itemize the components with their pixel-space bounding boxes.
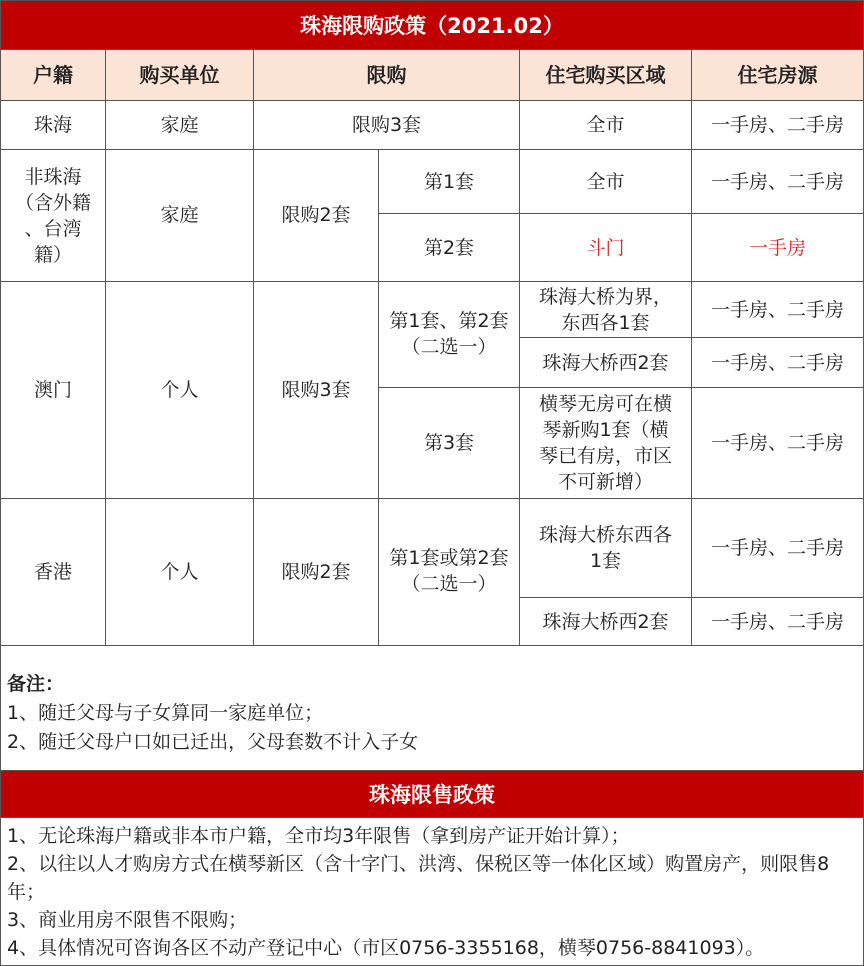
macau-source-3: 一手房、二手房 (692, 388, 864, 499)
header-area: 住宅购买区域 (520, 50, 692, 101)
header-source: 住宅房源 (692, 50, 864, 101)
nonzhuhai-nth-2: 第2套 (379, 214, 520, 282)
zhuhai-limit: 限购3套 (254, 101, 520, 150)
zhuhai-area: 全市 (520, 101, 692, 150)
sale-line: 3、商业用房不限售不限购； (7, 909, 248, 931)
sale-line: 2、以往以人才购房方式在横琴新区（含十字门、洪湾、保税区等一体化区域）购置房产，则限售8年； (7, 853, 830, 903)
macau-nth-group-1: 第1套、第2套 （二选一） (379, 282, 520, 388)
zhuhai-source: 一手房、二手房 (692, 101, 864, 150)
sale-title: 珠海限售政策 (0, 770, 864, 818)
nonzhuhai-area-2: 斗门 (520, 214, 692, 282)
hk-limit: 限购2套 (254, 499, 379, 646)
macau-unit: 个人 (106, 282, 254, 499)
nonzhuhai-source-2: 一手房 (692, 214, 864, 282)
note-line: 2、随迁父母户口如已迁出，父母套数不计入子女 (7, 731, 419, 753)
nonzhuhai-area-1: 全市 (520, 150, 692, 214)
hk-source-2: 一手房、二手房 (692, 598, 864, 646)
header-limit: 限购 (254, 50, 520, 101)
sale-list (0, 818, 864, 966)
macau-area-3: 横琴无房可在横 琴新购1套（横 琴已有房，市区 不可新增） (520, 388, 692, 499)
header-huji: 户籍 (0, 50, 106, 101)
macau-limit: 限购3套 (254, 282, 379, 499)
macau-area-1: 珠海大桥为界， 东西各1套 (520, 282, 692, 338)
macau-source-1: 一手房、二手房 (692, 282, 864, 338)
notes-label: 备注： (7, 673, 65, 695)
zhuhai-huji: 珠海 (0, 101, 106, 150)
zhuhai-unit: 家庭 (106, 101, 254, 150)
notes-section (0, 646, 864, 770)
hk-area-1: 珠海大桥东西各 1套 (520, 499, 692, 598)
nonzhuhai-limit: 限购2套 (254, 150, 379, 282)
macau-huji: 澳门 (0, 282, 106, 499)
note-line: 1、随迁父母与子女算同一家庭单位； (7, 702, 324, 724)
hk-huji: 香港 (0, 499, 106, 646)
table-title: 珠海限购政策（2021.02） (0, 0, 864, 50)
hk-source-1: 一手房、二手房 (692, 499, 864, 598)
header-unit: 购买单位 (106, 50, 254, 101)
nonzhuhai-huji: 非珠海 （含外籍 、台湾 籍） (0, 150, 106, 282)
macau-nth-group-2: 第3套 (379, 388, 520, 499)
sale-line: 4、具体情况可咨询各区不动产登记中心（市区0756-3355168，横琴0756-8841093）。 (7, 937, 765, 959)
nonzhuhai-source-1: 一手房、二手房 (692, 150, 864, 214)
macau-area-2: 珠海大桥西2套 (520, 338, 692, 388)
nonzhuhai-unit: 家庭 (106, 150, 254, 282)
hk-nth: 第1套或第2套 （二选一） (379, 499, 520, 646)
hk-area-2: 珠海大桥西2套 (520, 598, 692, 646)
macau-source-2: 一手房、二手房 (692, 338, 864, 388)
nonzhuhai-nth-1: 第1套 (379, 150, 520, 214)
hk-unit: 个人 (106, 499, 254, 646)
sale-line: 1、无论珠海户籍或非本市户籍，全市均3年限售（拿到房产证开始计算）； (7, 825, 630, 847)
